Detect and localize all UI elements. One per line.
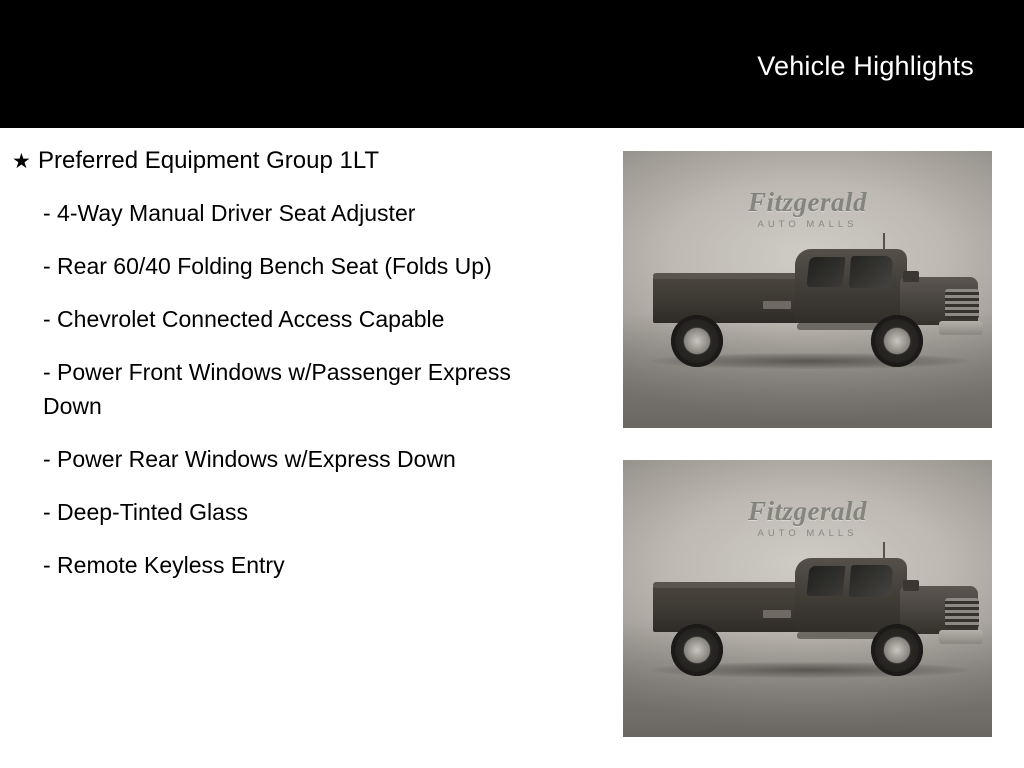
truck-front-window (849, 565, 893, 597)
truck-mirror (903, 271, 919, 282)
truck-rear-window (806, 566, 845, 596)
list-item: - Power Rear Windows w/Express Down (43, 446, 456, 472)
truck-rear-wheel (671, 315, 723, 367)
dealer-watermark-tagline: AUTO MALLS (757, 528, 858, 539)
list-item: - Rear 60/40 Folding Bench Seat (Folds Up) (43, 253, 492, 279)
list-item: - Deep-Tinted Glass (43, 499, 248, 525)
truck-illustration (645, 542, 975, 682)
truck-mirror (903, 580, 919, 591)
truck-rear-window (806, 257, 845, 287)
truck-rear-wheel (671, 624, 723, 676)
truck-grille (945, 598, 979, 628)
dealer-watermark-name: Fitzgerald (747, 187, 867, 217)
feature-list (0, 128, 600, 582)
list-item: - Power Front Windows w/Passenger Express Down (43, 359, 511, 419)
vehicle-photo-front-three-quarter-duplicate (623, 460, 992, 737)
truck-illustration (645, 233, 975, 373)
truck-bed (653, 275, 803, 323)
page-title: Vehicle Highlights (757, 51, 974, 81)
truck-bumper (939, 321, 983, 335)
vehicle-photo-front-three-quarter (623, 151, 992, 428)
dealer-watermark-tagline: AUTO MALLS (757, 219, 858, 230)
slide-header (0, 0, 1024, 128)
list-item: - 4-Way Manual Driver Seat Adjuster (43, 200, 416, 226)
truck-bed (653, 584, 803, 632)
truck-badge (763, 301, 791, 309)
truck-antenna (883, 233, 885, 251)
truck-badge (763, 610, 791, 618)
star-icon: ★ (12, 150, 31, 173)
truck-bumper (939, 630, 983, 644)
truck-front-wheel (871, 624, 923, 676)
dealer-watermark-name: Fitzgerald (747, 496, 867, 526)
list-item: - Remote Keyless Entry (43, 552, 285, 578)
truck-antenna (883, 542, 885, 560)
feature-group-label: Preferred Equipment Group 1LT (38, 147, 380, 174)
slide-content (0, 128, 1024, 768)
truck-bed-rail (653, 273, 805, 279)
truck-front-window (849, 256, 893, 288)
truck-bed-rail (653, 582, 805, 588)
truck-front-wheel (871, 315, 923, 367)
feature-group-heading (0, 145, 600, 177)
list-item: - Chevrolet Connected Access Capable (43, 306, 445, 332)
truck-grille (945, 289, 979, 319)
